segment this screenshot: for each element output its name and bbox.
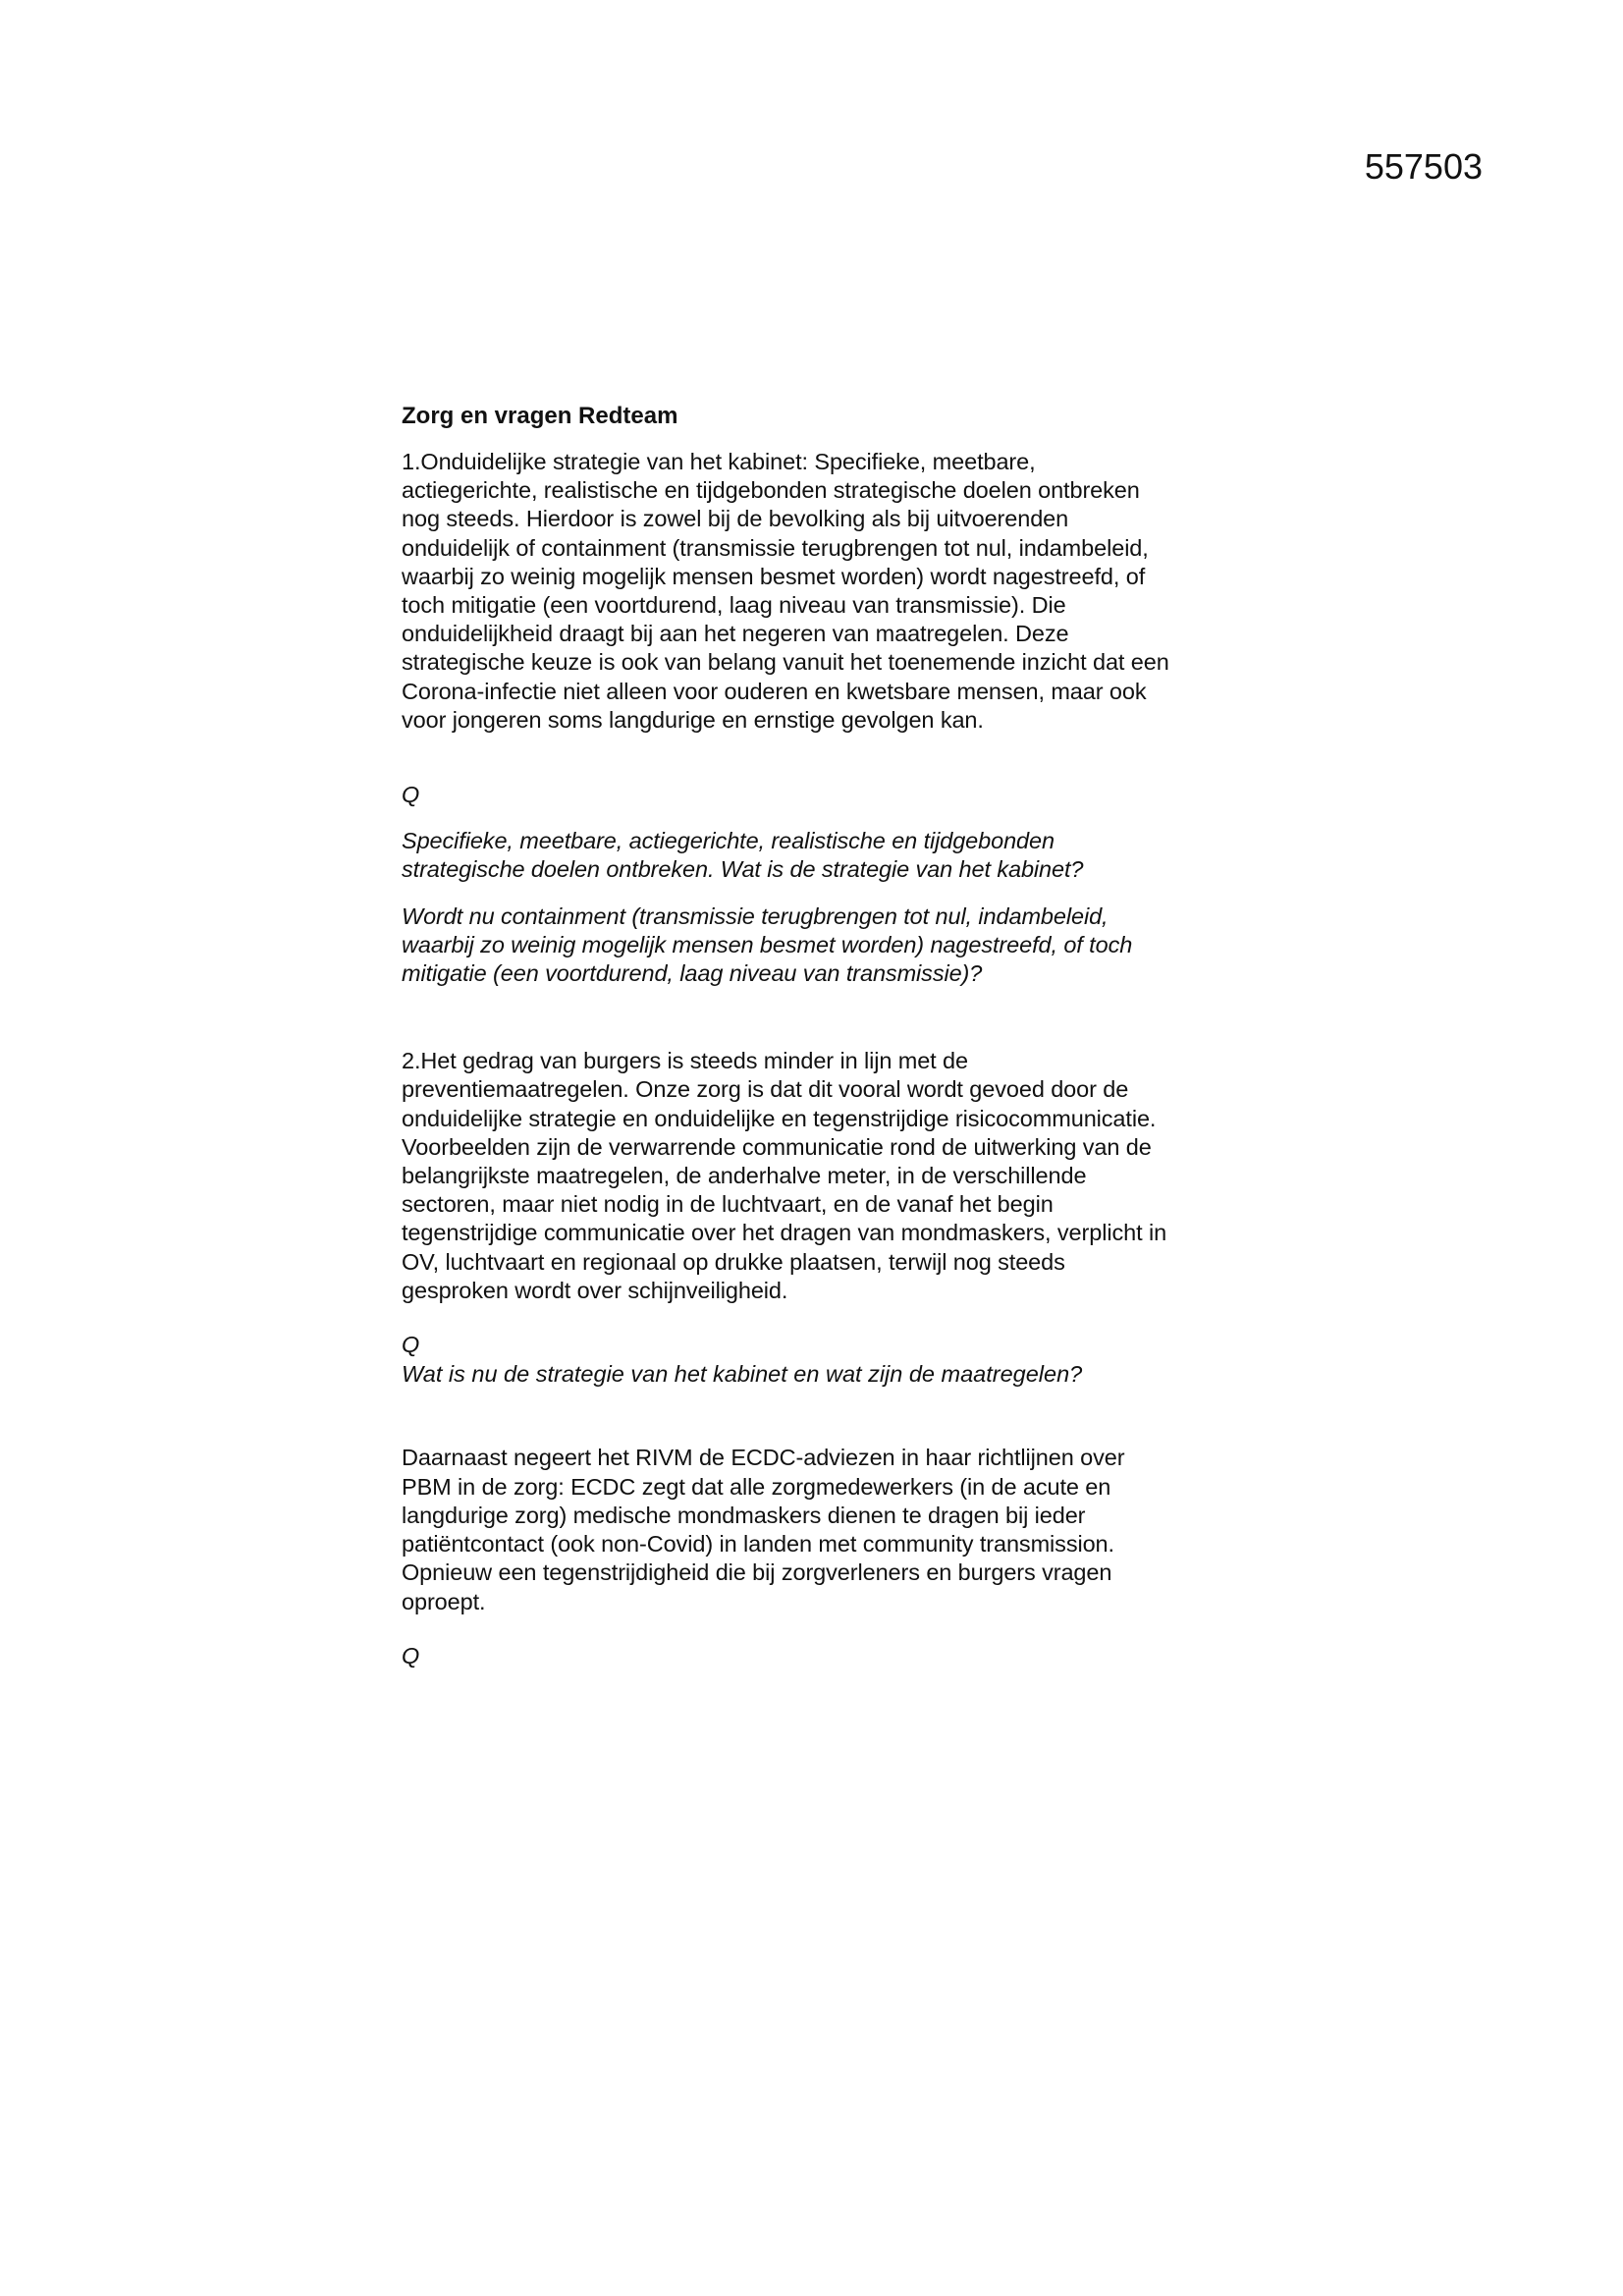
text-line: onduidelijkheid draagt bij aan het negeren van maatregelen. Deze <box>402 621 1069 647</box>
text-line: strategische doelen ontbreken. Wat is de strategie van het kabinet? <box>402 856 1084 883</box>
text-line: oproept. <box>402 1588 486 1614</box>
text-line: Corona-infectie niet alleen voor ouderen en kwetsbare mensen, maar ook <box>402 678 1147 704</box>
text-line: langdurige zorg) medische mondmaskers dienen te dragen bij ieder <box>402 1502 1086 1528</box>
question-1a <box>402 827 1266 884</box>
paragraph-1 <box>402 448 1266 735</box>
text-line: patiëntcontact (ook non-Covid) in landen met community transmission. <box>402 1531 1114 1558</box>
text-line: voor jongeren soms langdurige en ernstige gevolgen kan. <box>402 706 984 733</box>
question-label-1: Q <box>402 782 420 808</box>
document-title: Zorg en vragen Redteam <box>402 403 678 429</box>
question-label-3: Q <box>402 1642 420 1668</box>
text-line: gesproken wordt over schijnveiligheid. <box>402 1277 788 1303</box>
text-line: onduidelijke strategie en onduidelijke en tegenstrijdige risicocommunicatie. <box>402 1105 1157 1131</box>
text-line: Daarnaast negeert het RIVM de ECDC-adviezen in haar richtlijnen over <box>402 1445 1125 1471</box>
text-line: waarbij zo weinig mogelijk mensen besmet worden) nagestreefd, of toch <box>402 931 1133 957</box>
text-line: Wordt nu containment (transmissie terugbrengen tot nul, indambeleid, <box>402 902 1109 929</box>
text-line: 1.Onduidelijke strategie van het kabinet: Specifieke, meetbare, <box>402 449 1036 474</box>
text-line: 2.Het gedrag van burgers is steeds minder in lijn met de <box>402 1048 968 1074</box>
document-body <box>402 402 1266 1670</box>
paragraph-3 <box>402 1444 1266 1615</box>
text-line: nog steeds. Hierdoor is zowel bij de bevolking als bij uitvoerenden <box>402 506 1069 532</box>
text-line: OV, luchtvaart en regionaal op drukke plaatsen, terwijl nog steeds <box>402 1248 1065 1275</box>
text-line: PBM in de zorg: ECDC zegt dat alle zorgmedewerkers (in de acute en <box>402 1473 1111 1500</box>
text-line: waarbij zo weinig mogelijk mensen besmet worden) wordt nagestreefd, of <box>402 563 1146 589</box>
text-line: actiegerichte, realistische en tijdgebonden strategische doelen ontbreken <box>402 477 1140 504</box>
text-line: Opnieuw een tegenstrijdigheid die bij zorgverleners en burgers vragen <box>402 1559 1112 1586</box>
text-line: strategische keuze is ook van belang vanuit het toenemende inzicht dat een <box>402 649 1169 676</box>
text-line: preventiemaatregelen. Onze zorg is dat dit vooral wordt gevoed door de <box>402 1076 1129 1103</box>
text-line: toch mitigatie (een voortdurend, laag niveau van transmissie). Die <box>402 592 1066 619</box>
text-line: sectoren, maar niet nodig in de luchtvaart, en de vanaf het begin <box>402 1191 1054 1218</box>
text-line: tegenstrijdige communicatie over het dragen van mondmaskers, verplicht in <box>402 1220 1167 1246</box>
question-1b <box>402 902 1266 989</box>
text-line: Specifieke, meetbare, actiegerichte, realistische en tijdgebonden <box>402 828 1055 854</box>
paragraph-2 <box>402 1047 1266 1305</box>
text-line: onduidelijk of containment (transmissie terugbrengen tot nul, indambeleid, <box>402 534 1149 561</box>
question-2: Wat is nu de strategie van het kabinet en wat zijn de maatregelen? <box>402 1361 1083 1388</box>
text-line: mitigatie (een voortdurend, laag niveau van transmissie)? <box>402 960 983 987</box>
document-number: 557503 <box>1364 146 1483 187</box>
text-line: Voorbeelden zijn de verwarrende communicatie rond de uitwerking van de <box>402 1133 1152 1160</box>
question-label-2: Q <box>402 1332 420 1358</box>
text-line: belangrijkste maatregelen, de anderhalve meter, in de verschillende <box>402 1163 1087 1189</box>
